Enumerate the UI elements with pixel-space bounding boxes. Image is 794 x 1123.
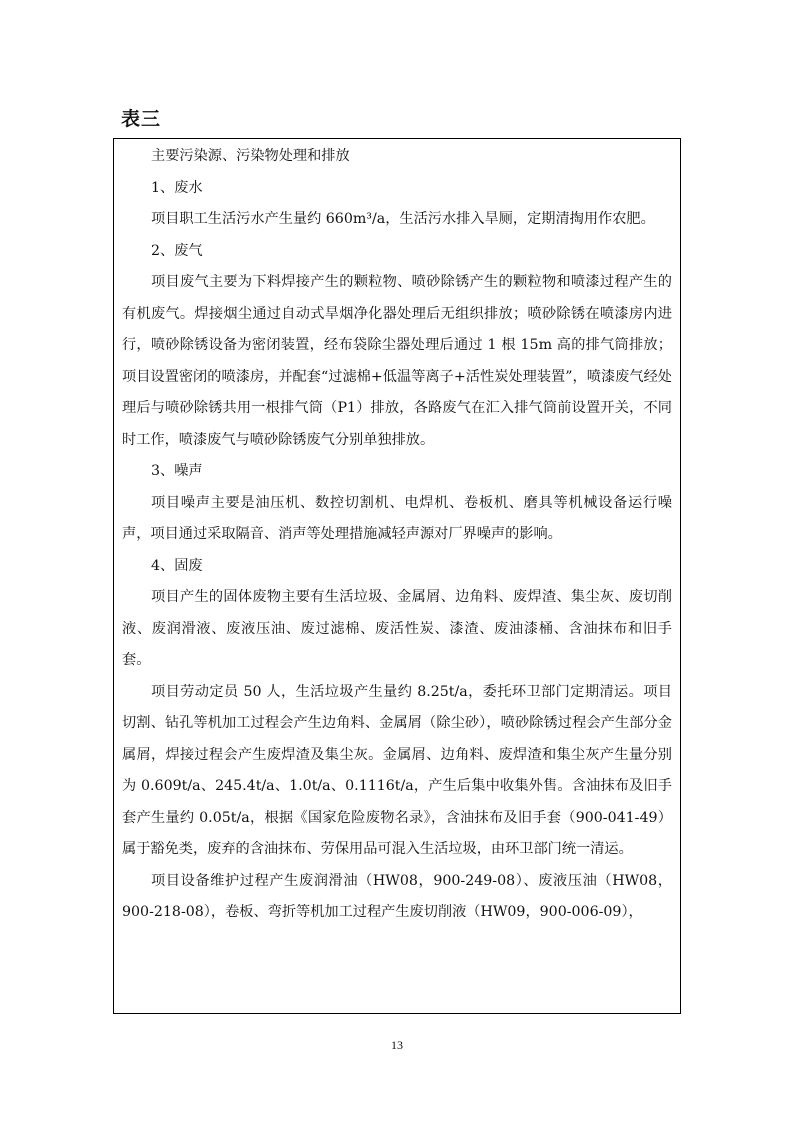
heading-noise: 3、噪声 [151, 463, 203, 479]
paragraph-hazardous-waste: 项目设备维护过程产生废润滑油（HW08，900-249-08）、废液压油（HW08，900-218-08），卷板、弯折等机加工过程产生废切削液（HW09，900-006-09）， [122, 872, 672, 920]
heading-wastewater: 1、废水 [151, 179, 203, 196]
table-content [122, 141, 672, 929]
heading-solid-waste: 4、固废 [151, 557, 203, 574]
section-title: 表三 [121, 108, 162, 130]
paragraph-solid-waste-types: 项目产生的固体废物主要有生活垃圾、金属屑、边角料、废焊渣、集尘灰、废切削液、废润滑液、废液压油、废过滤棉、废活性炭、漆渣、废油漆桶、含油抹布和旧手套。 [122, 589, 672, 668]
heading-waste-gas: 2、废气 [151, 242, 203, 259]
page-number: 13 [391, 1038, 403, 1052]
heading-pollution-sources: 主要污染源、污染物处理和排放 [151, 148, 350, 164]
paragraph-noise: 项目噪声主要是油压机、数控切割机、电焊机、卷板机、磨具等机械设备运行噪声，项目通过采取隔音、消声等处理措施减轻声源对厂界噪声的影响。 [122, 494, 672, 542]
paragraph-waste-gas: 项目废气主要为下料焊接产生的颗粒物、喷砂除锈产生的颗粒物和喷漆过程产生的有机废气。焊接烟尘通过自动式旱烟净化器处理后无组织排放；喷砂除锈在喷漆房内进行，喷砂除锈设备为密闭装置，经布袋除尘器处理后通过 1 根 15m 高的排气筒排放；项目设置密闭的喷漆房，并配套“过滤棉+低温等离子+活性炭处理装置”，喷漆废气经处理后与喷砂除锈共用一根排气筒（P1）排放，各路废气在汇入排气筒前设置开关，不同时工作，喷漆废气与喷砂除锈废气分别单独排放。 [122, 274, 672, 448]
paragraph-wastewater: 项目职工生活污水产生量约 660m³/a，生活污水排入旱厕，定期清掏用作农肥。 [151, 211, 655, 227]
paragraph-solid-waste-general: 项目劳动定员 50 人，生活垃圾产生量约 8.25t/a，委托环卫部门定期清运。项目切割、钻孔等机加工过程会产生边角料、金属屑（除尘砂），喷砂除锈过程会产生部分金属屑，焊接过程会产生废焊渣及集尘灰。金属屑、边角料、废焊渣和集尘灰产生量分别为 0.609t/a、245.4t/a、1.0t/a、0.1116t/a，产生后集中收集外售。含油抹布及旧手套产生量约 0.05t/a，根据《国家危险废物名录》，含油抹布及旧手套（900-041-49）属于豁免类，废弃的含油抹布、劳保用品可混入生活垃圾，由环卫部门统一清运。 [122, 683, 672, 857]
table-frame [113, 138, 681, 1014]
